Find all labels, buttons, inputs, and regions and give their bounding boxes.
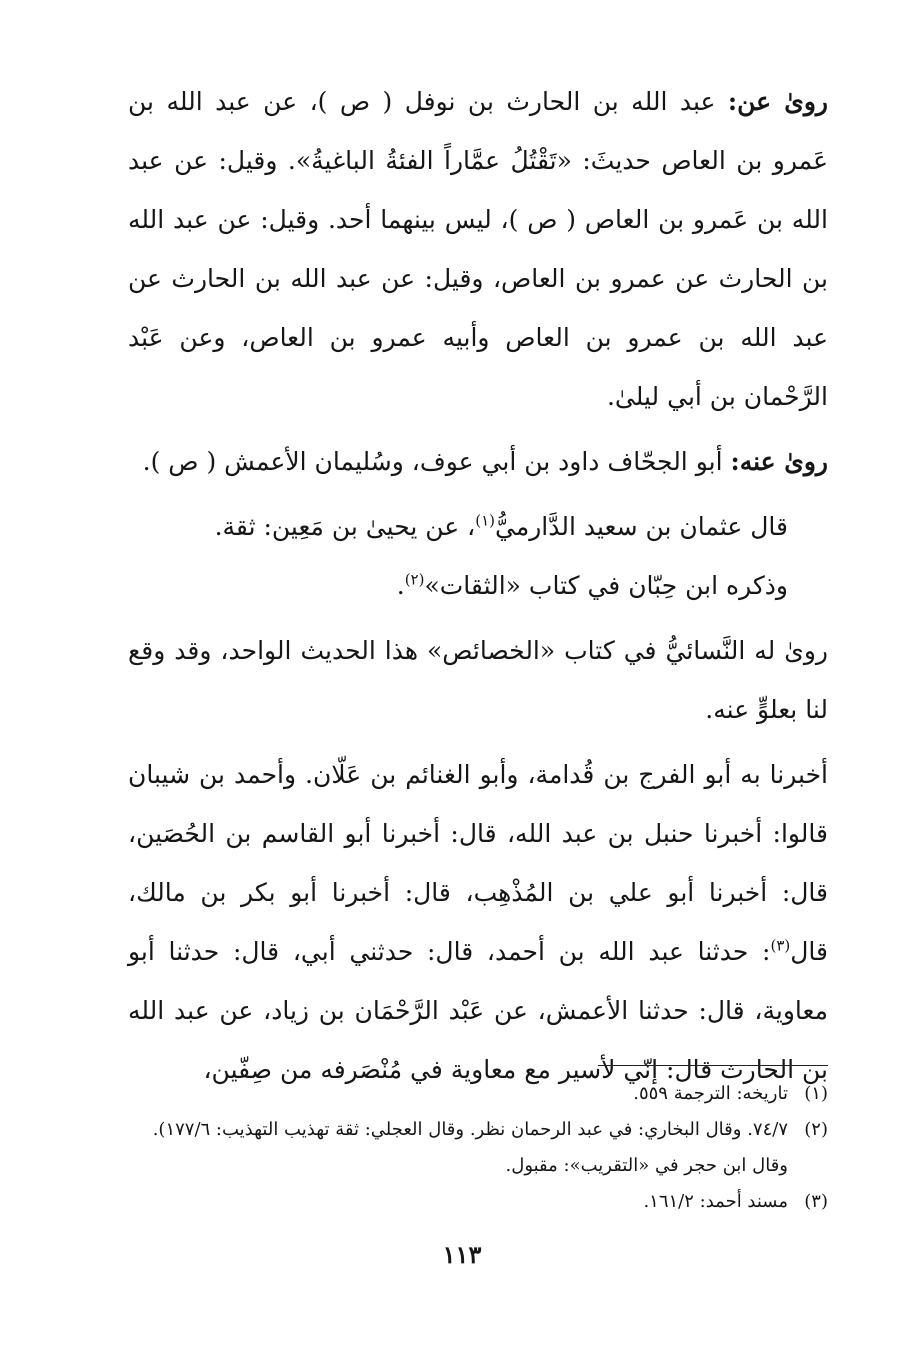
footnote-ref-3[interactable]: (٣) [770, 936, 791, 955]
paragraph-text: عبد الله بن الحارث بن نوفل ( ص )، عن عبد الله بن عَمرو بن العاص حديثَ: «تَقْتُلُ عمَّاراً الفئةُ الباغيةُ». وقيل: عن عبد الله بن عَمرو بن العاص ( ص )، ليس بينهما أحد. وقيل: عن عبد الله بن الحارث عن عمرو بن العاص، وقيل: عن عبد الله بن الحارث عن عبد الله بن عمرو بن العاص وأبيه عمرو بن العاص، وعن عَبْد الرَّحْمان بن أبي ليلىٰ. [128, 87, 828, 411]
footnote-divider [598, 1065, 828, 1066]
footnote-text: ٧٤/٧. وقال البخاري: في عبد الرحمان نظر. وقال العجلي: ثقة تهذيب التهذيب: ١٧٧/٦). وقال ابن حجر في «التقريب»: مقبول. [152, 1119, 788, 1176]
paragraph-text: أبو الجحّاف داود بن أبي عوف، وسُليمان الأعمش ( ص ). [142, 447, 731, 476]
paragraph-text: قال عثمان بن سعيد الدَّارميُّ [494, 512, 788, 541]
paragraph-lead: روىٰ عن: [727, 87, 829, 116]
paragraph-text: ، عن يحيىٰ بن مَعِين: ثقة. [214, 512, 476, 541]
footnote-3 [128, 1184, 828, 1220]
footnote-1 [128, 1076, 828, 1112]
paragraph-text: روىٰ له النَّسائيُّ في كتاب «الخصائص» هذا الحديث الواحد، وقد وقع لنا بعلوٍّ عنه. [128, 636, 828, 724]
paragraph-text: : حدثنا عبد الله بن أحمد، قال: حدثني أبي، قال: حدثنا أبو معاوية، قال: حدثنا الأعمش، عن عَبْد الرَّحْمَان بن زياد، عن عبد الله بن الحارث قال: إنّي لأسير مع معاوية في مُنْصَرفه من صِفّين، [128, 937, 828, 1084]
paragraph-ibn-hibban [128, 556, 828, 615]
footnote-2 [128, 1112, 828, 1184]
footnote-text: تاريخه: الترجمة ٥٥٩. [633, 1083, 788, 1104]
footnote-number: (٣) [804, 1191, 828, 1212]
paragraph-text: وذكره ابن حِبّان في كتاب «الثقات» [424, 571, 788, 600]
paragraph-nasai [128, 621, 828, 739]
paragraph-text: أخبرنا به أبو الفرج بن قُدامة، وأبو الغنائم بن عَلّان. وأحمد بن شيبان قالوا: أخبرنا حنبل بن عبد الله، قال: أخبرنا أبو القاسم بن الحُصَين، قال: أخبرنا أبو علي بن المُذْهِب، قال: أخبرنا أبو بكر بن مالك، قال [128, 760, 828, 966]
footnotes [128, 1076, 828, 1220]
footnote-number: (٢) [804, 1119, 828, 1140]
paragraph-narrated-from [128, 72, 828, 426]
footnote-ref-1[interactable]: (١) [475, 511, 495, 530]
footnote-number: (١) [804, 1083, 828, 1104]
paragraph-darimi [128, 497, 828, 556]
page-number: ١١٣ [442, 1240, 482, 1269]
paragraph-isnad [128, 745, 828, 1099]
page-body [128, 72, 828, 1099]
paragraph-lead: روىٰ عنه: [730, 447, 828, 476]
footnote-text: مسند أحمد: ١٦١/٢. [643, 1191, 788, 1212]
paragraph-text: . [396, 571, 405, 600]
paragraph-narrated-by [128, 432, 828, 491]
footnote-ref-2[interactable]: (٢) [404, 570, 425, 589]
